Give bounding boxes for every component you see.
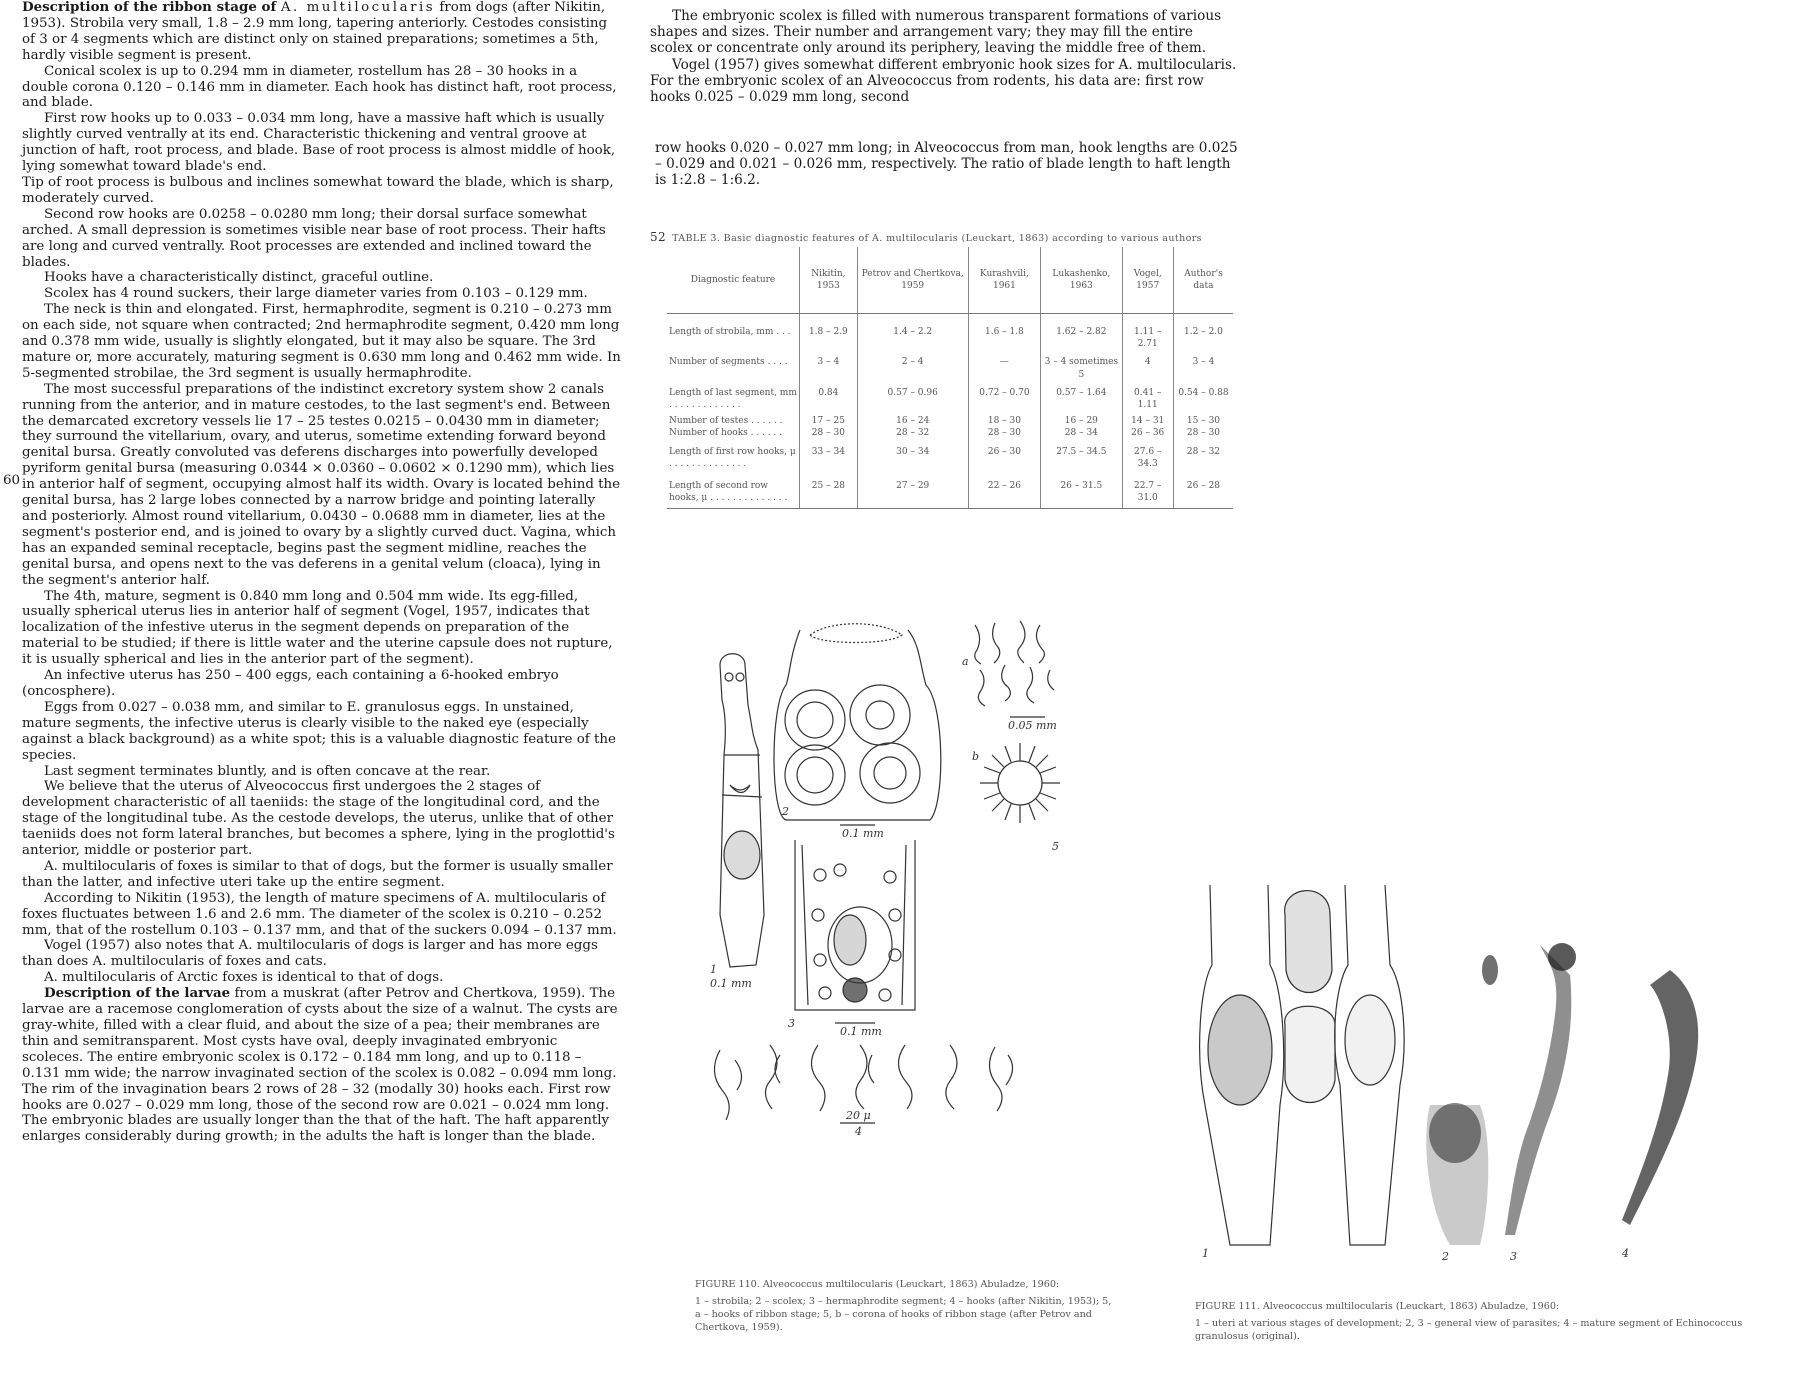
paragraph: Tip of root process is bulbous and inclines somewhat toward the blade, which is sharp, moderately curved. xyxy=(22,174,614,206)
table-header: Petrov and Chertkova, 1959 xyxy=(857,247,968,314)
paragraph: A. multilocularis of Arctic foxes is identical to that of dogs. xyxy=(44,970,444,986)
fig-label-3: 3 xyxy=(1510,1250,1517,1263)
fig-label-4: 4 xyxy=(855,1125,862,1135)
table-row xyxy=(667,356,1233,380)
table-cell: Length of first row hooks, μ . . . . . . . . . . . . . . xyxy=(669,446,796,469)
fig-label-b: b xyxy=(972,750,980,763)
table-header: Nikitin, 1953 xyxy=(800,247,858,314)
table-cell: 0.41 – 1.11 xyxy=(1122,381,1173,415)
para-ribbon-stage xyxy=(22,0,622,64)
table-cell: 0.54 – 0.88 xyxy=(1173,381,1233,415)
scale-label: 0.1 mm xyxy=(842,827,884,840)
table-row xyxy=(667,314,1233,357)
table-cell: 1.11 – 2.71 xyxy=(1122,314,1173,357)
table-cell: 4 xyxy=(1122,356,1173,380)
table-cell: 22 – 26 xyxy=(968,474,1040,509)
paragraph: The embryonic scolex is filled with numerous transparent formations of various shapes and sizes. Their number and arrangement vary; they may fill the entire scolex or concentrate only around its periphery, leaving the middle free of them. xyxy=(650,8,1222,57)
fig-label-2: 2 xyxy=(782,805,789,818)
table-cell: 28 – 32 xyxy=(1173,440,1233,474)
table-header: Lukashenko, 1963 xyxy=(1041,247,1122,314)
table-cell: Number of segments . . . . xyxy=(669,357,788,368)
paragraph: The 4th, mature, segment is 0.840 mm long and 0.504 mm wide. Its egg-filled, usually spherical uterus lies in anterior half of segment (Vogel, 1957, indicates that localization of the infestive uterus in the segment depends on preparation of the material to be studied; if there is little water and the uterine capsule does not rupture, it is usually spherical and lies in the anterior part of the segment). xyxy=(22,588,613,668)
margin-page-number: 60 xyxy=(3,473,21,488)
table-cell: 26 – 30 xyxy=(968,440,1040,474)
table-cell: 0.72 – 0.70 xyxy=(968,381,1040,415)
table-cell: Length of strobila, mm . . . xyxy=(669,327,791,337)
table-cell: 28 – 30 xyxy=(968,427,1040,439)
table-cell: 30 – 34 xyxy=(857,440,968,474)
paragraph: The neck is thin and elongated. First, hermaphrodite, segment is 0.210 – 0.273 mm on each side, not square when contracted; 2nd hermaphrodite segment, 0.420 mm long and 0.378 mm wide, usually is slightly elongated, but it may also be square. The 3rd mature or, more accurately, maturing segment is 0.630 mm long and 0.462 mm wide. In 5-segmented strobilae, the 3rd segment is usually hermaphrodite. xyxy=(22,302,621,381)
hooks-5a-drawing xyxy=(975,621,1054,717)
figure-110-illustration xyxy=(690,615,1120,1135)
paragraph: An infective uterus has 250 – 400 eggs, each containing a 6-hooked embryo (oncosphere). xyxy=(22,668,559,699)
para-lead: Description of the ribbon stage of xyxy=(22,0,281,15)
paragraph: Scolex has 4 round suckers, their large diameter varies from 0.103 – 0.129 mm. xyxy=(44,286,588,302)
uteri-drawing xyxy=(1200,885,1404,1245)
figure-110-labels xyxy=(710,655,1059,1135)
table-cell: Length of second row hooks, μ . . . . . . . . . . . . . . xyxy=(667,474,800,509)
fig-label-2: 2 xyxy=(1442,1250,1449,1263)
table-row xyxy=(667,415,1233,427)
table-cell: 1.8 – 2.9 xyxy=(800,314,858,357)
table-cell: 1.6 – 1.8 xyxy=(968,314,1040,357)
scale-label: 0.1 mm xyxy=(710,977,752,990)
table-header: Kurashvili, 1961 xyxy=(968,247,1040,314)
table-cell: 27 – 29 xyxy=(857,474,968,509)
table-caption xyxy=(650,230,1202,244)
paragraph: A. multilocularis of foxes is similar to that of dogs, but the former is usually smaller than the latter, and infective uteri take up the entire segment. xyxy=(22,858,613,890)
table-cell: 1.2 – 2.0 xyxy=(1173,314,1233,357)
scale-label: 0.1 mm xyxy=(840,1025,882,1038)
para-text: from dogs (after Nikitin, 1953). Strobila very small, 1.8 – 2.9 mm long, tapering anteriorly. Cestodes consisting of 3 or 4 segments which are distinct only on stained preparations; sometimes a 5th, hardly visible segment is present. xyxy=(22,0,608,63)
figure-caption-title: FIGURE 110. Alveococcus multilocularis (Leuckart, 1863) Abuladze, 1960: xyxy=(695,1279,1060,1290)
left-text-column xyxy=(22,0,622,1145)
scolex-drawing xyxy=(774,624,941,825)
fig-label-4: 4 xyxy=(1622,1247,1629,1260)
paragraph: First row hooks up to 0.033 – 0.034 mm long, have a massive haft which is usually slightly curved ventrally at its end. Characteristic thickening and ventral groove at junction of haft, root process, and blade. Base of root process is almost middle of hook, lying somewhat toward blade's end. xyxy=(22,111,616,175)
paragraph: The most successful preparations of the indistinct excretory system show 2 canals running from the anterior, and in mature cestodes, to the last segment's end. Between the demarcated excretory vessels lie 17 – 25 testes 0.0215 – 0.0430 mm in diameter; they surround the vitellarium, ovary, and uterus, sometime extending forward beyond genital bursa. Greatly convoluted vas deferens discharges into powerfully developed pyriform genital bursa (measuring 0.0344 × 0.0360 – 0.0602 × 0.1290 mm), which lies in anterior half of segment, occupying almost half its width. Ovary is located behind the genital bursa, has 2 large lobes connected by a narrow bridge and pointing laterally and posteriorly. Almost round vitellarium, 0.0430 – 0.0688 mm in diameter, lies at the segment's posterior end, and is joined to ovary by a slightly curved duct. Vagina, which has an expanded seminal receptacle, begins past the segment midline, reaches the genital bursa, and opens next to the vas deferens in a genital velum (cloaca), lying in the segment's anterior half. xyxy=(22,381,621,588)
table-cell: 3 – 4 xyxy=(1173,356,1233,380)
table-cell: 16 – 29 xyxy=(1041,415,1122,427)
paragraph: row hooks 0.020 – 0.027 mm long; in Alveococcus from man, hook lengths are 0.025 – 0.029 and 0.021 – 0.026 mm, respectively. The ratio of blade length to haft length is 1:2.8 – 1:6.2. xyxy=(655,140,1238,189)
fig-label-a: a xyxy=(962,655,969,668)
table-cell: 26 – 36 xyxy=(1122,427,1173,439)
paragraph: We believe that the uterus of Alveococcus first undergoes the 2 stages of development characteristic of all taeniids: the stage of the longitudinal cord, and the stage of the longitudinal tube. As the cestode develops, the uterus, unlike that of other taeniids does not form lateral branches, but becomes a sphere, lying in the proglottid's anterior, middle or posterior part. xyxy=(22,779,615,859)
fig-label-5: 5 xyxy=(1052,840,1059,853)
diagnostic-table xyxy=(667,247,1233,509)
table-caption-text: TABLE 3. Basic diagnostic features of A. multilocularis (Leuckart, 1863) according to various authors xyxy=(672,233,1202,244)
table-row xyxy=(667,381,1233,415)
table-cell: 25 – 28 xyxy=(800,474,858,509)
page-number: 52 xyxy=(650,230,667,244)
table-header: Vogel, 1957 xyxy=(1122,247,1173,314)
table-row xyxy=(667,440,1233,474)
table-cell: 28 – 34 xyxy=(1041,427,1122,439)
figure-111-labels xyxy=(1202,1247,1629,1263)
genus-name: A. multilocularis xyxy=(280,0,436,15)
paragraph: Eggs from 0.027 – 0.038 mm, and similar to E. granulosus eggs. In unstained, mature segments, the infective uterus is clearly visible to the naked eye (especially against a black background) as a white spot; this is a valuable diagnostic feature of the species. xyxy=(22,699,616,763)
table-cell: 15 – 30 xyxy=(1173,415,1233,427)
table-cell: 28 – 32 xyxy=(857,427,968,439)
paragraph: Last segment terminates bluntly, and is often concave at the rear. xyxy=(44,763,491,779)
table-cell: 27.6 – 34.3 xyxy=(1122,440,1173,474)
table-cell: 1.62 – 2.82 xyxy=(1041,314,1122,357)
table-cell: — xyxy=(968,356,1040,380)
table-cell: 3 – 4 xyxy=(800,356,858,380)
paragraph: Second row hooks are 0.0258 – 0.0280 mm long; their dorsal surface somewhat arched. A small depression is sometimes visible near base of root process. Their hafts are long and curved ventrally. Root processes are extended and inclined toward the blades. xyxy=(22,206,606,270)
paragraph: Hooks have a characteristically distinct, graceful outline. xyxy=(44,270,434,286)
figure-caption-body: 1 – strobila; 2 – scolex; 3 – hermaphrodite segment; 4 – hooks (after Nikitin, 1953); 5, a – hooks of ribbon stage; 5, b – corona of hooks of ribbon stage (after Petrov and Chertkova, 1959). xyxy=(695,1296,1112,1333)
strobila-drawing xyxy=(720,654,764,967)
fig-label-1: 1 xyxy=(710,963,717,976)
table-cell: 18 – 30 xyxy=(968,415,1040,427)
table-row xyxy=(667,474,1233,509)
table-cell: 27.5 – 34.5 xyxy=(1041,440,1122,474)
para-text: from a muskrat (after Petrov and Chertkova, 1959). The larvae are a racemose conglomeration of cysts about the size of a walnut. The cysts are gray-white, filled with a clear fluid, and about the size of a pea; their membranes are thin and semitransparent. Most cysts have oval, deeply invaginated embryonic scoleces. The entire embryonic scolex is 0.172 – 0.184 mm long, and up to 0.118 – 0.131 mm wide; the narrow invaginated section of the scolex is 0.082 – 0.094 mm long. The rim of the invagination bears 2 rows of 28 – 32 (modally 30) hooks each. First row hooks are 0.027 – 0.029 mm long, those of the second row are 0.021 – 0.024 mm long. The embryonic blades are usually longer than the that of the haft. The haft apparently enlarges considerably during growth; in the adults the haft is longer than the blade. xyxy=(22,986,618,1145)
table-cell: 2 – 4 xyxy=(857,356,968,380)
table-cell: 14 – 31 xyxy=(1122,415,1173,427)
table-cell: 26 – 28 xyxy=(1173,474,1233,509)
para-larvae xyxy=(22,986,622,1145)
table-cell: 0.84 xyxy=(800,381,858,415)
right-text-block-2 xyxy=(655,140,1245,189)
table-cell: 0.57 – 1.64 xyxy=(1041,381,1122,415)
table-cell: 33 – 34 xyxy=(800,440,858,474)
figure-111-caption xyxy=(1195,1300,1775,1347)
table-cell: 28 – 30 xyxy=(800,427,858,439)
paragraph: Conical scolex is up to 0.294 mm in diameter, rostellum has 28 – 30 hooks in a double corona 0.120 – 0.146 mm in diameter. Each hook has distinct haft, root process, and blade. xyxy=(22,63,617,111)
table-cell: 16 – 24 xyxy=(857,415,968,427)
segment-drawing xyxy=(795,840,915,1023)
paragraph: Vogel (1957) gives somewhat different embryonic hook sizes for A. multilocularis. For the embryonic scolex of an Alveococcus from rodents, his data are: first row hooks 0.025 – 0.029 mm long, second xyxy=(650,56,1237,106)
figure-110-caption xyxy=(695,1278,1115,1338)
table-cell: Number of hooks . . . . . . xyxy=(669,428,783,439)
corona-drawing xyxy=(980,743,1060,823)
table-header: Author's data xyxy=(1173,247,1233,314)
scale-label: 20 μ xyxy=(846,1109,871,1122)
right-text-block xyxy=(650,8,1240,105)
para-lead: Description of the larvae xyxy=(44,985,231,1002)
scale-label: 0.05 mm xyxy=(1008,719,1057,732)
table-cell: 17 – 25 xyxy=(800,415,858,427)
table-header: Diagnostic feature xyxy=(667,247,800,314)
table-cell: 28 – 30 xyxy=(1173,427,1233,439)
fig-label-1: 1 xyxy=(1202,1247,1209,1260)
table-header-row xyxy=(667,247,1233,314)
figure-111-illustration xyxy=(1190,875,1770,1265)
table-cell: 0.57 – 0.96 xyxy=(857,381,968,415)
table-cell: 1.4 – 2.2 xyxy=(857,314,968,357)
figure-caption-title: FIGURE 111. Alveococcus multilocularis (Leuckart, 1863) Abuladze, 1960: xyxy=(1195,1301,1560,1312)
table-cell: 26 – 31.5 xyxy=(1041,474,1122,509)
table-cell: Number of testes . . . . . . xyxy=(669,416,783,427)
table-cell: 3 – 4 sometimes 5 xyxy=(1041,356,1122,380)
figure-caption-body: 1 – uteri at various stages of development; 2, 3 – general view of parasites; 4 – mature segment of Echinococcus granulosus (original). xyxy=(1195,1318,1743,1342)
table-cell: Length of last segment, mm . . . . . . . . . . . . . xyxy=(669,387,797,411)
fig-label-3: 3 xyxy=(788,1017,795,1030)
table-row xyxy=(667,427,1233,439)
table-cell: 22.7 – 31.0 xyxy=(1122,474,1173,509)
paragraph: Vogel (1957) also notes that A. multilocularis of dogs is larger and has more eggs than does A. multilocularis of foxes and cats. xyxy=(22,938,598,970)
parasites-drawing xyxy=(1426,943,1698,1245)
paragraph: According to Nikitin (1953), the length of mature specimens of A. multilocularis of foxes fluctuates between 1.6 and 2.6 mm. The diameter of the scolex is 0.210 – 0.252 mm, that of the rostellum 0.103 – 0.137 mm, and that of the suckers 0.094 – 0.137 mm. xyxy=(22,890,617,938)
